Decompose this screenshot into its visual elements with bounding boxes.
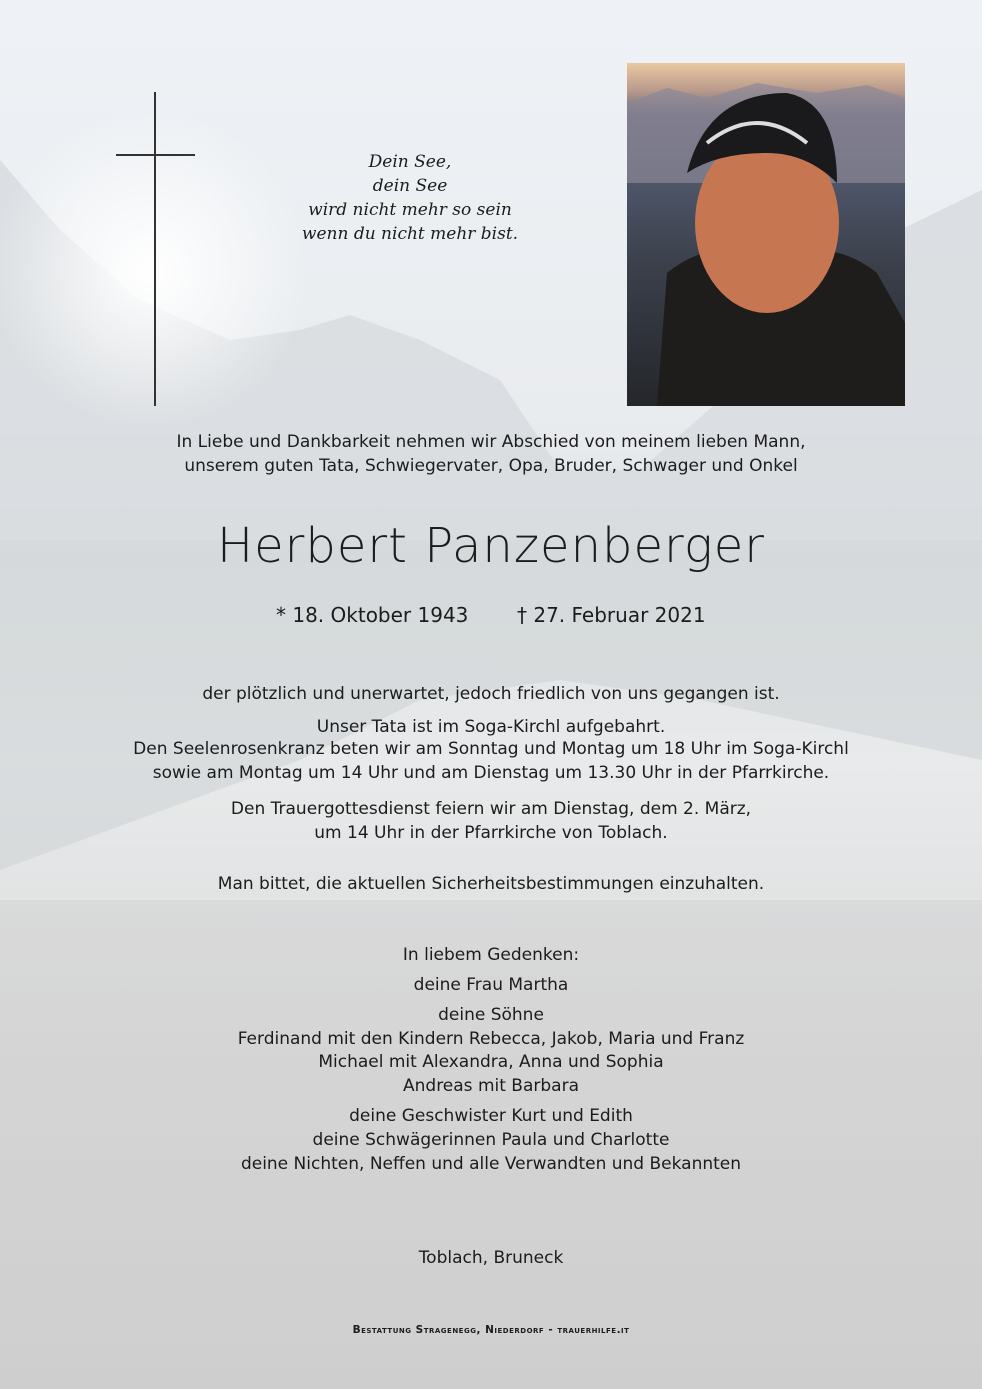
quote-line: wenn du nicht mehr bist. bbox=[301, 224, 519, 244]
body-line: Man bittet, die aktuellen Sicherheitsbestimmungen einzuhalten. bbox=[217, 874, 765, 894]
body-line: Unser Tata ist im Soga-Kirchl aufgebahrt. bbox=[316, 717, 666, 737]
family-line: deine Frau Martha bbox=[413, 975, 569, 995]
family-line: deine Nichten, Neffen und alle Verwandten und Bekannten bbox=[240, 1154, 742, 1174]
footer-funeral-home: Bestattung Stragenegg, Niederdorf - trauerhilfe.it bbox=[352, 1324, 630, 1336]
quote-line: Dein See, bbox=[368, 152, 452, 172]
place: Toblach, Bruneck bbox=[418, 1248, 564, 1268]
deceased-name: Herbert Panzenberger bbox=[217, 518, 765, 574]
body-line: Den Seelenrosenkranz beten wir am Sonntag und Montag um 18 Uhr im Soga-Kirchl bbox=[133, 739, 849, 759]
intro-line: In Liebe und Dankbarkeit nehmen wir Abschied von meinem lieben Mann, bbox=[176, 432, 806, 452]
body-line: der plötzlich und unerwartet, jedoch friedlich von uns gegangen ist. bbox=[202, 684, 780, 704]
family-line: deine Söhne bbox=[438, 1005, 544, 1025]
family-line: deine Schwägerinnen Paula und Charlotte bbox=[312, 1130, 670, 1150]
intro-line: unserem guten Tata, Schwiegervater, Opa, Bruder, Schwager und Onkel bbox=[184, 456, 798, 476]
body-line: sowie am Montag um 14 Uhr und am Dienstag um 13.30 Uhr in der Pfarrkirche. bbox=[152, 763, 830, 783]
family-line: deine Geschwister Kurt und Edith bbox=[349, 1106, 633, 1126]
family-line: In liebem Gedenken: bbox=[402, 945, 580, 965]
quote-line: wird nicht mehr so sein bbox=[308, 200, 512, 220]
cross-icon bbox=[154, 92, 156, 406]
body-line: Den Trauergottesdienst feiern wir am Dienstag, dem 2. März, bbox=[230, 799, 752, 819]
death-date: † 27. Februar 2021 bbox=[517, 603, 706, 627]
portrait-photo bbox=[627, 63, 905, 406]
body-line: um 14 Uhr in der Pfarrkirche von Toblach. bbox=[314, 823, 668, 843]
birth-date: * 18. Oktober 1943 bbox=[276, 603, 469, 627]
family-line: Andreas mit Barbara bbox=[403, 1076, 579, 1096]
cross-icon-bar bbox=[116, 154, 195, 156]
family-line: Michael mit Alexandra, Anna und Sophia bbox=[318, 1052, 664, 1072]
quote-line: dein See bbox=[372, 176, 448, 196]
family-line: Ferdinand mit den Kindern Rebecca, Jakob, Maria und Franz bbox=[237, 1029, 745, 1049]
